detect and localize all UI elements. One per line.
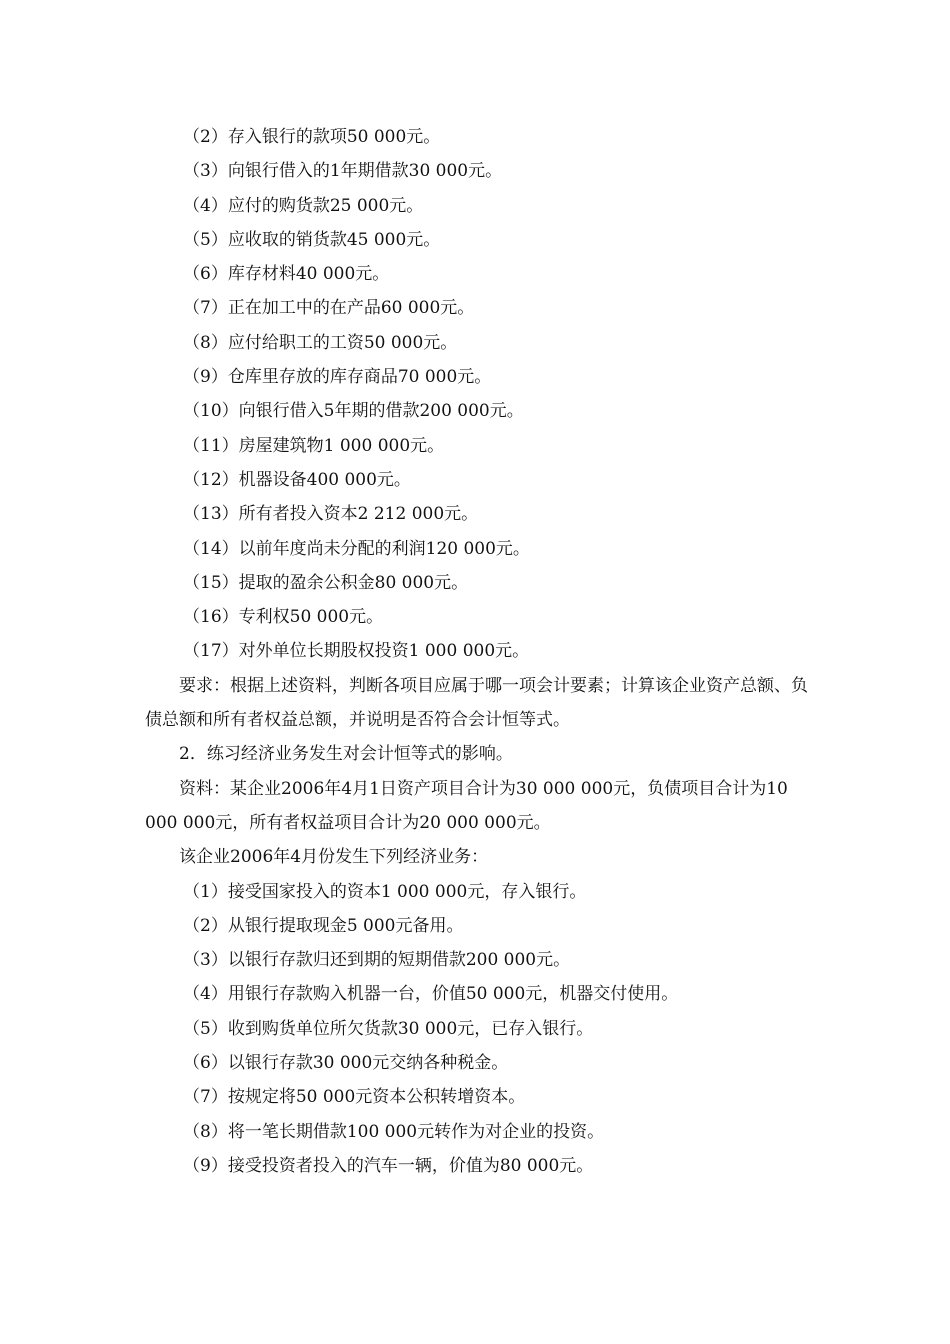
list-item: （2）从银行提取现金5 000元备用。	[183, 915, 464, 936]
list-item: （14）以前年度尚未分配的利润120 000元。	[183, 538, 530, 559]
list-item: （9）仓库里存放的库存商品70 000元。	[183, 367, 492, 388]
list-item: （5）应收取的销货款45 000元。	[183, 229, 441, 250]
list-item: （6）库存材料40 000元。	[183, 264, 390, 285]
list-item: （7）按规定将50 000元资本公积转增资本。	[183, 1087, 526, 1108]
list-item: （13）所有者投入资本2 212 000元。	[183, 504, 479, 525]
list-item: （1）接受国家投入的资本1 000 000元，存入银行。	[183, 881, 587, 902]
list-item: （2）存入银行的款项50 000元。	[183, 127, 441, 147]
document-body	[145, 120, 810, 1183]
material-paragraph: 资料：某企业2006年4月1日资产项目合计为30 000 000元，负债项目合计为10 000 000元，所有者权益项目合计为20 000 000元。	[145, 778, 788, 833]
list-item: （12）机器设备400 000元。	[183, 469, 411, 490]
part1-item-list	[145, 120, 810, 669]
list-item: （3）向银行借入的1年期借款30 000元。	[183, 161, 503, 182]
transactions-intro: 该企业2006年4月份发生下列经济业务：	[179, 847, 489, 868]
list-item: （8）将一笔长期借款100 000元转作为对企业的投资。	[183, 1121, 605, 1142]
list-item: （3）以银行存款归还到期的短期借款200 000元。	[183, 950, 571, 971]
list-item: （4）应付的购货款25 000元。	[183, 195, 424, 216]
list-item: （15）提取的盈余公积金80 000元。	[183, 572, 469, 593]
list-item: （16）专利权50 000元。	[183, 607, 384, 628]
exercise-2-heading: 2．练习经济业务发生对会计恒等式的影响。	[179, 744, 513, 765]
list-item: （6）以银行存款30 000元交纳各种税金。	[183, 1053, 509, 1074]
list-item: （9）接受投资者投入的汽车一辆，价值为80 000元。	[183, 1155, 594, 1176]
list-item: （8）应付给职工的工资50 000元。	[183, 332, 458, 353]
list-item: （4）用银行存款购入机器一台，价值50 000元，机器交付使用。	[183, 984, 679, 1005]
list-item: （10）向银行借入5年期的借款200 000元。	[183, 401, 524, 422]
list-item: （11）房屋建筑物1 000 000元。	[183, 435, 445, 456]
part2-item-list	[145, 875, 810, 1184]
list-item: （17）对外单位长期股权投资1 000 000元。	[183, 641, 530, 662]
list-item: （5）收到购货单位所欠货款30 000元，已存入银行。	[183, 1018, 594, 1039]
list-item: （7）正在加工中的在产品60 000元。	[183, 298, 475, 319]
requirement-paragraph: 要求：根据上述资料，判断各项目应属于哪一项会计要素；计算该企业资产总额、负债总额和所有者权益总额，并说明是否符合会计恒等式。	[145, 675, 808, 731]
